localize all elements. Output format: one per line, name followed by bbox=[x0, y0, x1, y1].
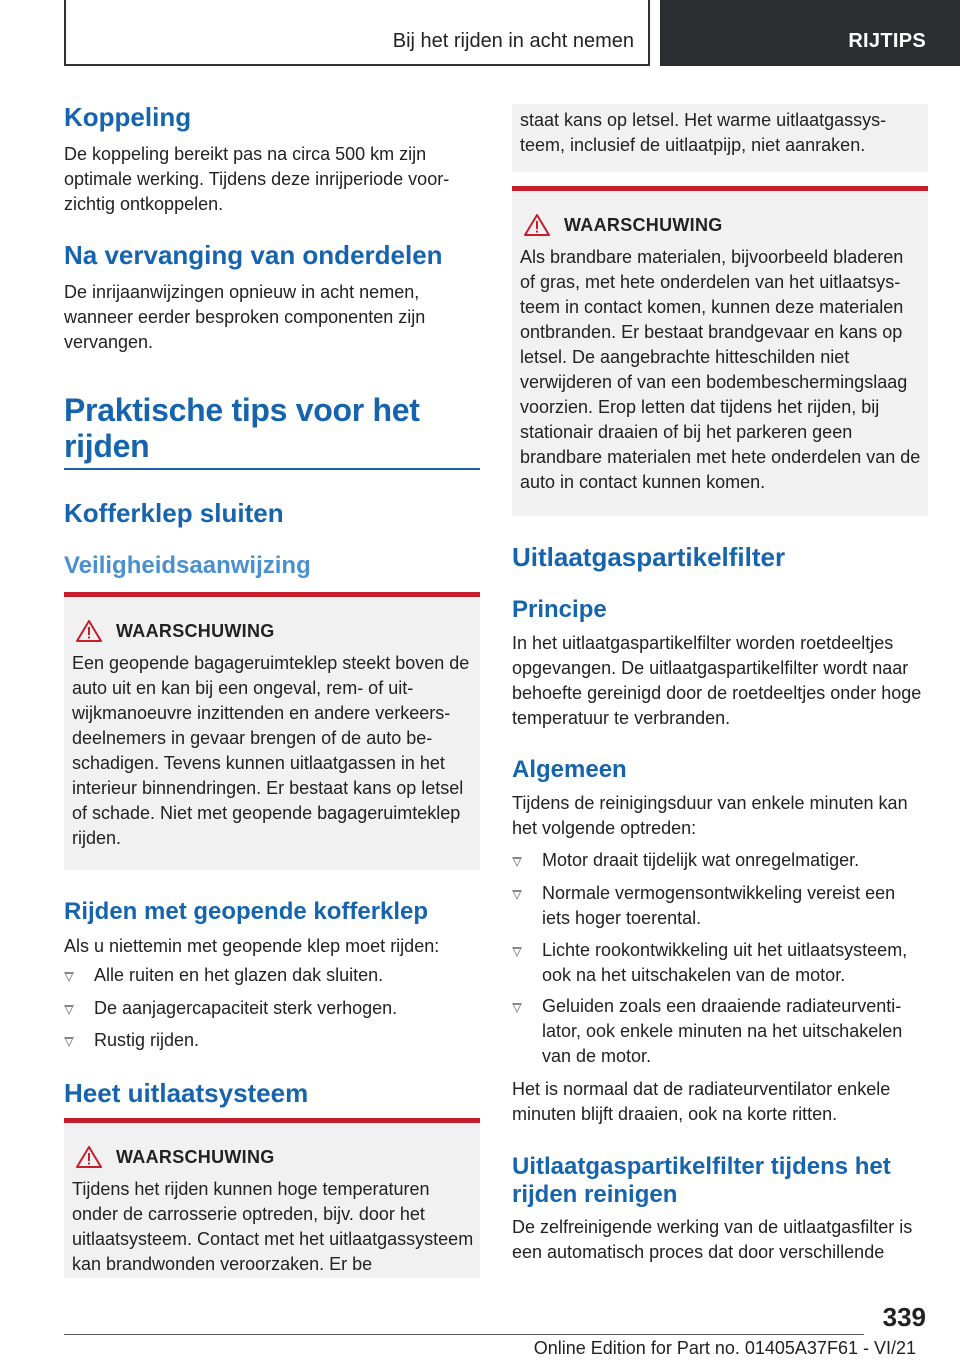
heading-uitlaatgaspartikelfilter: Uitlaatgaspartikelfilter bbox=[512, 542, 786, 572]
bullet-triangle-icon bbox=[512, 857, 522, 867]
heading-filter-reinigen: Uitlaatgaspartikelfilter tijdens het rijden reinigen bbox=[512, 1153, 891, 1208]
heading-principe: Principe bbox=[512, 596, 607, 623]
heading-vervanging: Na vervanging van onderdelen bbox=[64, 240, 443, 270]
list-item: Normale vermogensontwikkeling vereist een iets hoger toerental. bbox=[512, 881, 928, 931]
list-item: De aanjagercapaciteit sterk verhogen. bbox=[64, 996, 480, 1022]
warning-triangle-icon bbox=[76, 620, 102, 642]
heading-algemeen: Algemeen bbox=[512, 756, 627, 783]
warning-title: WAARSCHUWING bbox=[116, 1146, 275, 1167]
warning-text: Een geopende bagageruimteklep steekt boven de auto uit en kan bij een ongeval, rem- of uitwijkmanoeuvre inzittenden en andere verkeersdeelnemers in gevaar brengen of de auto beschadigen. Tevens kunnen uitlaatgassen in het interieur binnendringen. Er bestaat kans op letsel of schade. Niet met geopende bagageruimteklep rijden. bbox=[72, 653, 470, 848]
warning-box-2-continued bbox=[512, 104, 928, 172]
heading-heet-uitlaatsysteem: Heet uitlaatsysteem bbox=[64, 1078, 309, 1108]
warning-triangle-icon bbox=[76, 1146, 102, 1168]
text-filter-reinigen: De zelfreinigende werking van de uitlaatgasfilter is een automatisch proces dat door verschillende bbox=[512, 1217, 913, 1262]
list-item: Lichte rookontwikkeling uit het uitlaatsysteem, ook na het uitschakelen van de motor. bbox=[512, 938, 928, 988]
bullet-triangle-icon bbox=[64, 1005, 74, 1015]
heading-rule bbox=[64, 468, 480, 470]
warning-bar bbox=[64, 592, 480, 597]
heading-veiligheid: Veiligheidsaanwijzing bbox=[64, 552, 311, 579]
warning-box-1 bbox=[64, 592, 480, 870]
text-rijden-intro: Als u niettemin met geopende klep moet rijden: bbox=[64, 936, 440, 956]
warning-box-2 bbox=[64, 1118, 480, 1278]
warning-title: WAARSCHUWING bbox=[116, 620, 275, 641]
bullet-triangle-icon bbox=[512, 947, 522, 957]
heading-praktische-tips: Praktische tips voor het rijden bbox=[64, 392, 420, 464]
warning-text: staat kans op letsel. Het warme uitlaatgassysteem, inclusief de uitlaatpijp, niet aanraken. bbox=[520, 110, 887, 155]
text-koppeling: De koppeling bereikt pas na circa 500 km zijn optimale werking. Tijdens deze inrijperiode voorzichtig ontkoppelen. bbox=[64, 144, 450, 214]
header-title: Bij het rijden in acht nemen bbox=[392, 30, 634, 52]
warning-header bbox=[76, 1146, 275, 1168]
header-section-box bbox=[660, 0, 960, 66]
text-algemeen-intro: Tijdens de reinigingsduur van enkele minuten kan het volgende optreden: bbox=[512, 793, 908, 838]
warning-title: WAARSCHUWING bbox=[564, 214, 723, 235]
warning-header bbox=[76, 620, 275, 642]
warning-box-3 bbox=[512, 186, 928, 516]
bullet-triangle-icon bbox=[64, 1037, 74, 1047]
heading-kofferklep: Kofferklep sluiten bbox=[64, 498, 284, 528]
heading-koppeling: Koppeling bbox=[64, 102, 192, 132]
header-section: RIJTIPS bbox=[848, 30, 926, 52]
list-item: Alle ruiten en het glazen dak sluiten. bbox=[64, 963, 480, 989]
bullet-triangle-icon bbox=[512, 890, 522, 900]
footer-edition: Online Edition for Part no. 01405A37F61 - VI/21 bbox=[533, 1338, 916, 1358]
list-item: Rustig rijden. bbox=[64, 1028, 480, 1054]
text-principe: In het uitlaatgaspartikelfilter worden roetdeeltjes opgevangen. De uitlaatgaspartikelfilter wordt naar behoefte gereinigd door de roetdeeltjes onder hoge temperatuur te verbranden. bbox=[512, 633, 922, 728]
warning-bar bbox=[512, 186, 928, 191]
warning-bar bbox=[64, 1118, 480, 1123]
heading-rijden-kofferklep: Rijden met geopende kofferklep bbox=[64, 898, 429, 925]
warning-header bbox=[524, 214, 723, 236]
warning-text: Als brandbare materialen, bijvoorbeeld bladeren of gras, met hete onderdelen van het uitlaatsysteem in contact komen, kunnen deze materialen ontbranden. Er bestaat brandgevaar en kans op letsel. De aangebrachte hitteschilden niet verwijderen of van een bodembeschermingslaag voorzien. Erop letten dat tijdens het rijden, bij stationair draaien of bij het parkeren geen brandbare materialen met hete onderdelen van de auto in contact kunnen komen. bbox=[520, 247, 921, 492]
list-item: Geluiden zoals een draaiende radiateurventilator, ook enkele minuten na het uitschakelen van de motor. bbox=[512, 994, 928, 1069]
text-algemeen-outro: Het is normaal dat de radiateurventilator enkele minuten blijft draaien, ook na korte ritten. bbox=[512, 1079, 891, 1124]
header-title-box bbox=[64, 0, 650, 66]
list-item: Motor draait tijdelijk wat onregelmatiger. bbox=[512, 848, 928, 874]
text-vervanging: De inrijaanwijzingen opnieuw in acht nemen, wanneer eerder besproken componenten zijn vervangen. bbox=[64, 282, 426, 352]
warning-triangle-icon bbox=[524, 214, 550, 236]
warning-text: Tijdens het rijden kunnen hoge temperaturen onder de carrosserie optreden, bijv. door het uitlaatsysteem. Contact met het uitlaatgassysteem kan brandwonden veroorzaken. Er be bbox=[72, 1179, 474, 1274]
bullet-triangle-icon bbox=[512, 1003, 522, 1013]
page-number: 339 bbox=[882, 1302, 926, 1332]
bullet-triangle-icon bbox=[64, 972, 74, 982]
footer-rule bbox=[64, 1334, 864, 1335]
